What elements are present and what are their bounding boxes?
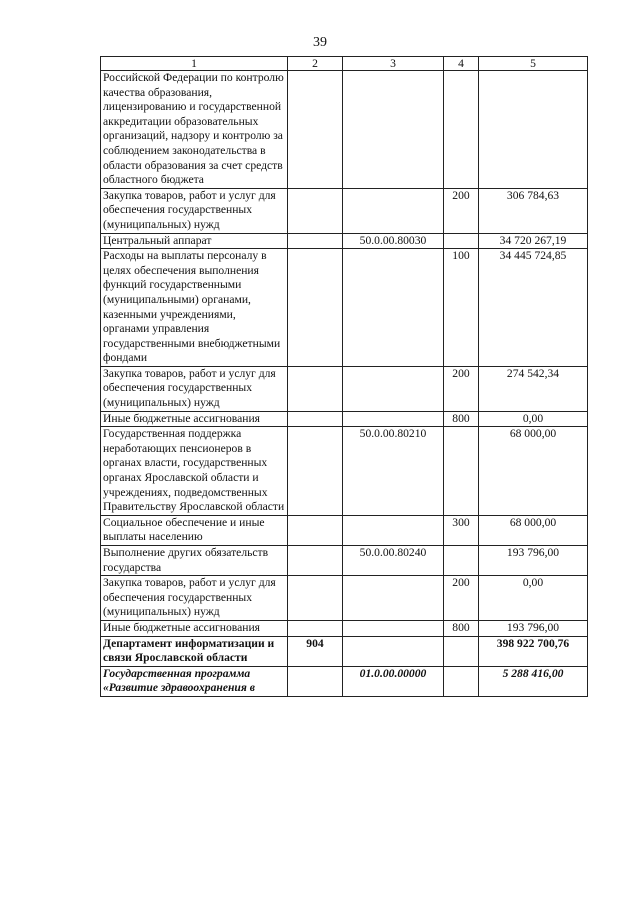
target-article-cell — [343, 515, 444, 545]
department-code-cell — [288, 411, 343, 427]
target-article-cell — [343, 620, 444, 636]
table-row — [101, 546, 588, 576]
target-article-cell — [343, 71, 444, 189]
expense-type-cell: 200 — [444, 188, 479, 233]
table-row — [101, 233, 588, 249]
header-row — [101, 57, 588, 71]
amount-cell: 34 720 267,19 — [479, 233, 588, 249]
table-row — [101, 71, 588, 189]
department-code-cell — [288, 427, 343, 516]
department-code-cell — [288, 71, 343, 189]
department-code-cell — [288, 546, 343, 576]
table-row — [101, 515, 588, 545]
name-cell: Закупка товаров, работ и услуг для обеспечения государственных (муниципальных) нужд — [101, 576, 288, 621]
amount-cell: 0,00 — [479, 576, 588, 621]
expense-type-cell — [444, 546, 479, 576]
name-cell: Закупка товаров, работ и услуг для обеспечения государственных (муниципальных) нужд — [101, 188, 288, 233]
department-code-cell — [288, 249, 343, 367]
target-article-cell: 01.0.00.00000 — [343, 666, 444, 696]
page-number: 39 — [313, 35, 327, 50]
department-code-cell — [288, 366, 343, 411]
target-article-cell: 50.0.00.80030 — [343, 233, 444, 249]
amount-cell: 306 784,63 — [479, 188, 588, 233]
expense-type-cell — [444, 666, 479, 696]
table-row — [101, 427, 588, 516]
amount-cell: 274 542,34 — [479, 366, 588, 411]
target-article-cell — [343, 411, 444, 427]
name-cell: Социальное обеспечение и иные выплаты населению — [101, 515, 288, 545]
expense-type-cell: 800 — [444, 620, 479, 636]
target-article-cell: 50.0.00.80210 — [343, 427, 444, 516]
expense-type-cell: 100 — [444, 249, 479, 367]
expense-type-cell — [444, 233, 479, 249]
name-cell: Расходы на выплаты персоналу в целях обеспечения выполнения функций государственными (муниципальными) органами, казенными учреждениями, органами управления государственными внебюджетными фондами — [101, 249, 288, 367]
target-article-cell — [343, 366, 444, 411]
budget-table — [100, 56, 588, 697]
amount-cell: 0,00 — [479, 411, 588, 427]
name-cell: Центральный аппарат — [101, 233, 288, 249]
name-cell: Иные бюджетные ассигнования — [101, 411, 288, 427]
department-code-cell — [288, 620, 343, 636]
table-row — [101, 620, 588, 636]
name-cell: Государственная программа «Развитие здравоохранения в — [101, 666, 288, 696]
department-code-cell — [288, 515, 343, 545]
table-row — [101, 636, 588, 666]
department-code-cell — [288, 233, 343, 249]
header-col-5: 5 — [479, 57, 588, 71]
target-article-cell — [343, 188, 444, 233]
department-code-cell — [288, 576, 343, 621]
table-row — [101, 411, 588, 427]
department-code-cell — [288, 188, 343, 233]
expense-type-cell: 300 — [444, 515, 479, 545]
header-col-2: 2 — [288, 57, 343, 71]
department-code-cell — [288, 666, 343, 696]
expense-type-cell — [444, 427, 479, 516]
department-code-cell: 904 — [288, 636, 343, 666]
target-article-cell — [343, 249, 444, 367]
name-cell: Российской Федерации по контролю качества образования, лицензированию и государственной аккредитации образовательных организаций, надзору и контролю за соблюдением законодательства в области образования за счет средств областного бюджета — [101, 71, 288, 189]
target-article-cell: 50.0.00.80240 — [343, 546, 444, 576]
table-row — [101, 666, 588, 696]
amount-cell: 68 000,00 — [479, 515, 588, 545]
name-cell: Департамент информатизации и связи Ярославской области — [101, 636, 288, 666]
expense-type-cell: 200 — [444, 366, 479, 411]
amount-cell: 193 796,00 — [479, 546, 588, 576]
expense-type-cell: 800 — [444, 411, 479, 427]
header-col-1: 1 — [101, 57, 288, 71]
target-article-cell — [343, 576, 444, 621]
name-cell: Закупка товаров, работ и услуг для обеспечения государственных (муниципальных) нужд — [101, 366, 288, 411]
expense-type-cell: 200 — [444, 576, 479, 621]
table-row — [101, 249, 588, 367]
amount-cell: 193 796,00 — [479, 620, 588, 636]
table-row — [101, 576, 588, 621]
amount-cell: 68 000,00 — [479, 427, 588, 516]
name-cell: Государственная поддержка неработающих пенсионеров в органах власти, государственных органах Ярославской области и учреждениях, подведомственных Правительству Ярославской области — [101, 427, 288, 516]
table-row — [101, 188, 588, 233]
header-col-4: 4 — [444, 57, 479, 71]
amount-cell: 398 922 700,76 — [479, 636, 588, 666]
amount-cell: 5 288 416,00 — [479, 666, 588, 696]
table-row — [101, 366, 588, 411]
header-col-3: 3 — [343, 57, 444, 71]
expense-type-cell — [444, 636, 479, 666]
target-article-cell — [343, 636, 444, 666]
name-cell: Иные бюджетные ассигнования — [101, 620, 288, 636]
amount-cell — [479, 71, 588, 189]
amount-cell: 34 445 724,85 — [479, 249, 588, 367]
name-cell: Выполнение других обязательств государства — [101, 546, 288, 576]
expense-type-cell — [444, 71, 479, 189]
